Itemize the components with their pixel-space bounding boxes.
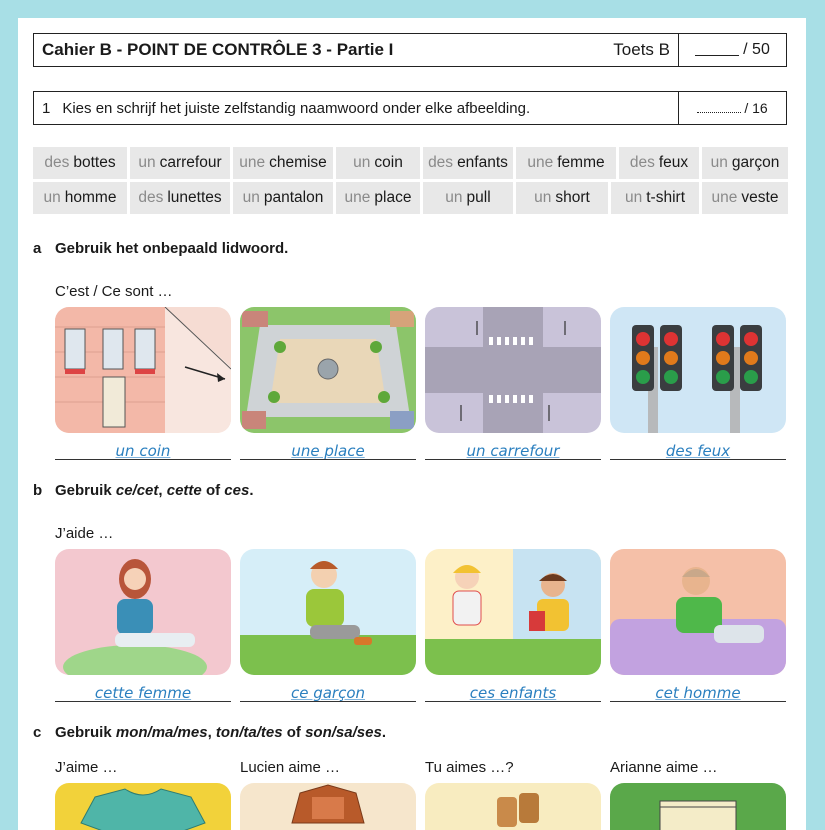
image-boy <box>240 549 416 675</box>
question-instruction: Kies en schrijf het juiste zelfstandig naamwoord onder elke afbeelding. <box>62 99 531 117</box>
section-a-prompt: C’est / Ce sont … <box>55 283 173 300</box>
section-c-prompt: Tu aimes …? <box>425 759 514 776</box>
section-c-prompt: Arianne aime … <box>610 759 718 776</box>
image-man <box>610 549 786 675</box>
word-bank-item: une place <box>336 182 420 214</box>
answer-field[interactable]: ce garçon <box>240 680 416 702</box>
word-bank-row-1 <box>33 147 787 179</box>
word-bank-item: des feux <box>619 147 699 179</box>
word-bank-item: un coin <box>336 147 420 179</box>
word-bank-item: un pull <box>423 182 513 214</box>
image-clothing <box>610 783 786 830</box>
section-b-prompt: J’aide … <box>55 525 114 542</box>
image-children <box>425 549 601 675</box>
word-bank-item: un t-shirt <box>611 182 699 214</box>
header-box <box>33 33 787 67</box>
answer-field[interactable]: cette femme <box>55 680 231 702</box>
section-a-instruction: a Gebruik het onbepaald lidwoord. <box>33 240 289 257</box>
image-tshirt <box>55 783 231 830</box>
section-a-answers <box>55 438 787 460</box>
image-crossroads <box>425 307 601 433</box>
word-bank-item: une veste <box>702 182 788 214</box>
test-label: Toets B <box>613 40 670 59</box>
word-bank-item: des enfants <box>423 147 513 179</box>
image-boots <box>425 783 601 830</box>
image-jacket <box>240 783 416 830</box>
section-c-images <box>55 783 787 830</box>
word-bank-row-2 <box>33 182 787 214</box>
section-b-instruction: b Gebruik ce/cet, cette of ces. <box>33 482 254 499</box>
page-title: Cahier B - POINT DE CONTRÔLE 3 - Partie I <box>42 40 394 59</box>
question-text <box>34 100 678 117</box>
section-b-answers <box>55 680 787 702</box>
image-woman <box>55 549 231 675</box>
image-traffic-lights <box>610 307 786 433</box>
answer-field[interactable]: un carrefour <box>425 438 601 460</box>
word-bank-item: une chemise <box>233 147 333 179</box>
section-b-images <box>55 549 787 675</box>
word-bank-item: des bottes <box>33 147 127 179</box>
section-a-images <box>55 307 787 433</box>
word-bank-item: des lunettes <box>130 182 230 214</box>
answer-field[interactable]: des feux <box>610 438 786 460</box>
word-bank-item: une femme <box>516 147 616 179</box>
word-bank-item: un pantalon <box>233 182 333 214</box>
section-c-instruction: c Gebruik mon/ma/mes, ton/ta/tes of son/sa/ses. <box>33 724 386 741</box>
answer-field[interactable]: cet homme <box>610 680 786 702</box>
answer-field[interactable]: ces enfants <box>425 680 601 702</box>
worksheet-page <box>18 18 806 830</box>
image-corner <box>55 307 231 433</box>
score-total: / 50 <box>743 41 770 58</box>
word-bank-item: un homme <box>33 182 127 214</box>
word-bank-item: un short <box>516 182 608 214</box>
question-score-total: / 16 <box>744 100 768 116</box>
section-c-prompt: Lucien aime … <box>240 759 341 776</box>
question-score-blank[interactable] <box>697 103 741 113</box>
question-number: 1 <box>42 99 51 117</box>
word-bank-item: un carrefour <box>130 147 230 179</box>
section-c-prompt: J’aime … <box>55 759 118 776</box>
answer-field[interactable]: une place <box>240 438 416 460</box>
image-square <box>240 307 416 433</box>
question-box <box>33 91 787 125</box>
question-score-field[interactable] <box>678 92 786 124</box>
score-blank[interactable] <box>695 44 739 56</box>
answer-field[interactable]: un coin <box>55 438 231 460</box>
total-score-field[interactable] <box>678 34 786 66</box>
section-c-prompts <box>55 759 787 776</box>
word-bank-item: un garçon <box>702 147 788 179</box>
